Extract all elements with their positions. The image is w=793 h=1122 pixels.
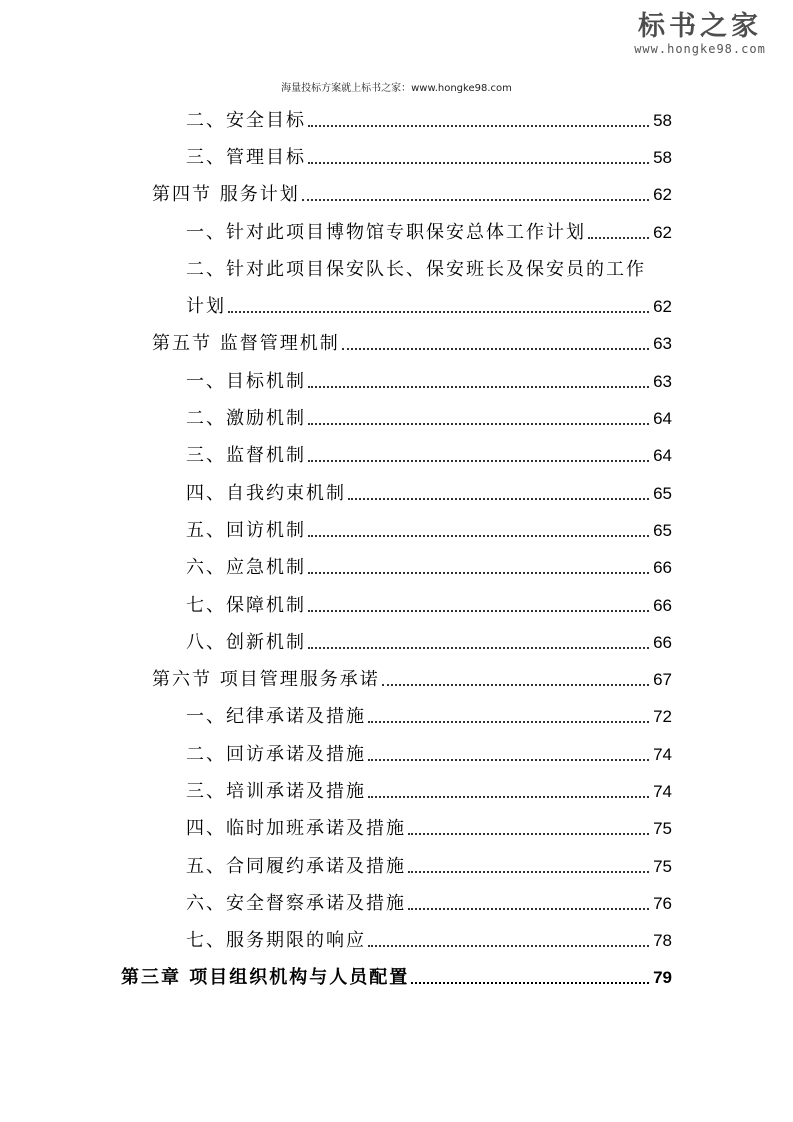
toc-page-number: 75 xyxy=(653,819,672,839)
toc-entry[interactable] xyxy=(0,288,793,325)
toc-entry-label: 一、针对此项目博物馆专职保安总体工作计划 xyxy=(186,221,586,243)
toc-page-number: 74 xyxy=(653,744,672,764)
toc-dot-leader xyxy=(228,310,649,313)
toc-page-number: 62 xyxy=(653,185,672,205)
toc-entry-label: 四、临时加班承诺及措施 xyxy=(186,818,406,840)
toc-dot-leader xyxy=(308,646,649,649)
toc-entry[interactable] xyxy=(0,885,793,922)
toc-entry[interactable] xyxy=(0,923,793,960)
toc-dot-leader xyxy=(368,758,649,761)
toc-entry[interactable] xyxy=(0,214,793,251)
toc-entry-label: 第五节 监督管理机制 xyxy=(152,333,340,355)
toc-entry-row xyxy=(186,741,672,769)
toc-entry[interactable] xyxy=(0,251,793,288)
toc-dot-leader xyxy=(588,236,649,239)
toc-entry-label: 第四节 服务计划 xyxy=(152,184,300,206)
toc-dot-leader xyxy=(308,534,649,537)
toc-entry-row xyxy=(186,703,672,731)
toc-entry-label: 第六节 项目管理服务承诺 xyxy=(152,669,380,691)
toc-entry[interactable] xyxy=(0,326,793,363)
toc-entry[interactable] xyxy=(0,400,793,437)
toc-dot-leader xyxy=(368,795,649,798)
toc-entry-row xyxy=(186,778,672,806)
toc-entry[interactable] xyxy=(0,811,793,848)
toc-page-number: 72 xyxy=(653,707,672,727)
toc-entry-row xyxy=(121,964,672,992)
toc-dot-leader xyxy=(342,347,649,350)
toc-dot-leader xyxy=(382,683,649,686)
toc-entry[interactable] xyxy=(0,848,793,885)
toc-page-number: 67 xyxy=(653,670,672,690)
toc-entry-label: 七、保障机制 xyxy=(186,594,306,616)
toc-entry-label: 六、应急机制 xyxy=(186,557,306,579)
toc-page-number: 62 xyxy=(653,297,672,317)
toc-dot-leader xyxy=(308,124,649,127)
toc-dot-leader xyxy=(368,944,649,947)
toc-page-number: 79 xyxy=(653,968,672,988)
toc-entry-label: 第三章 项目组织机构与人员配置 xyxy=(121,967,410,989)
toc-entry[interactable] xyxy=(0,960,793,997)
toc-entry-row xyxy=(186,219,672,247)
toc-entry-row xyxy=(186,554,672,582)
toc-entry[interactable] xyxy=(0,438,793,475)
toc-dot-leader xyxy=(408,832,649,835)
toc-entry-label: 六、安全督察承诺及措施 xyxy=(186,892,406,914)
toc-entry-row xyxy=(186,927,672,955)
toc-page-number: 64 xyxy=(653,446,672,466)
toc-entry-row xyxy=(186,405,672,433)
toc-entry-row xyxy=(186,107,672,135)
toc-entry-row xyxy=(186,853,672,881)
toc-entry-label: 五、回访机制 xyxy=(186,519,306,541)
toc-entry-label: 二、针对此项目保安队长、保安班长及保安员的工作 xyxy=(186,258,646,280)
toc-dot-leader xyxy=(408,870,649,873)
toc-page-number: 76 xyxy=(653,893,672,913)
toc-dot-leader xyxy=(302,198,649,201)
toc-entry-row xyxy=(186,480,672,508)
logo-url: www.hongke98.com xyxy=(634,42,766,56)
toc-entry-row xyxy=(186,890,672,918)
toc-entry[interactable] xyxy=(0,102,793,139)
toc-dot-leader xyxy=(411,981,649,984)
toc-entry-row xyxy=(186,517,672,545)
toc-dot-leader xyxy=(308,609,649,612)
toc-entry-label: 一、纪律承诺及措施 xyxy=(186,706,366,728)
toc-dot-leader xyxy=(308,161,649,164)
toc-entry-row xyxy=(152,181,672,209)
toc-page-number: 58 xyxy=(653,147,672,167)
toc-entry-row xyxy=(152,666,672,694)
toc-page-number: 65 xyxy=(653,483,672,503)
toc-dot-leader xyxy=(408,907,649,910)
toc-entry-label: 三、监督机制 xyxy=(186,445,306,467)
toc-entry[interactable] xyxy=(0,139,793,176)
toc-page-number: 66 xyxy=(653,595,672,615)
toc-entry-row xyxy=(186,592,672,620)
toc-entry-label: 二、激励机制 xyxy=(186,408,306,430)
toc-page-number: 64 xyxy=(653,409,672,429)
toc-entry[interactable] xyxy=(0,363,793,400)
toc-entry-row xyxy=(186,368,672,396)
toc-entry-label: 二、安全目标 xyxy=(186,109,306,131)
toc-entry-row xyxy=(186,442,672,470)
toc-entry[interactable] xyxy=(0,177,793,214)
toc-entry[interactable] xyxy=(0,773,793,810)
toc-page-number: 63 xyxy=(653,334,672,354)
toc-page-number: 78 xyxy=(653,931,672,951)
toc-entry-label: 一、目标机制 xyxy=(186,370,306,392)
logo-title: 标书之家 xyxy=(638,11,762,42)
header-note: 海量投标方案就上标书之家：www.hongke98.com xyxy=(281,83,512,94)
toc-entry-row xyxy=(186,629,672,657)
toc-entry-label: 七、服务期限的响应 xyxy=(186,930,366,952)
toc-entry[interactable] xyxy=(0,699,793,736)
toc-entry-row xyxy=(152,330,672,358)
toc-page-number: 66 xyxy=(653,558,672,578)
toc-entry[interactable] xyxy=(0,624,793,661)
toc-entry-row xyxy=(186,293,672,321)
toc-page-number: 63 xyxy=(653,371,672,391)
toc-page-number: 66 xyxy=(653,632,672,652)
toc-entry[interactable] xyxy=(0,550,793,587)
toc-page-number: 62 xyxy=(653,222,672,242)
toc-page-number: 58 xyxy=(653,110,672,130)
toc-entry-label: 二、回访承诺及措施 xyxy=(186,743,366,765)
toc-dot-leader xyxy=(348,497,649,500)
toc-entry-row xyxy=(186,144,672,172)
toc-entry-label: 四、自我约束机制 xyxy=(186,482,346,504)
toc-entry-row xyxy=(186,815,672,843)
toc-page-number: 74 xyxy=(653,781,672,801)
toc-dot-leader xyxy=(308,385,649,388)
toc-entry[interactable] xyxy=(0,587,793,624)
toc-page-number: 65 xyxy=(653,520,672,540)
toc-entry[interactable] xyxy=(0,475,793,512)
toc-entry[interactable] xyxy=(0,512,793,549)
toc-entry-label: 计划 xyxy=(186,296,226,318)
toc-entry-label: 八、创新机制 xyxy=(186,631,306,653)
logo xyxy=(625,12,775,56)
toc-dot-leader xyxy=(308,459,649,462)
toc-dot-leader xyxy=(308,571,649,574)
toc-entry-label: 五、合同履约承诺及措施 xyxy=(186,855,406,877)
toc-page-number: 75 xyxy=(653,856,672,876)
toc-dot-leader xyxy=(308,422,649,425)
toc-dot-leader xyxy=(368,720,649,723)
toc-entry[interactable] xyxy=(0,736,793,773)
toc-entry-label: 三、管理目标 xyxy=(186,146,306,168)
table-of-contents xyxy=(0,102,793,997)
toc-entry[interactable] xyxy=(0,661,793,698)
toc-entry-label: 三、培训承诺及措施 xyxy=(186,780,366,802)
